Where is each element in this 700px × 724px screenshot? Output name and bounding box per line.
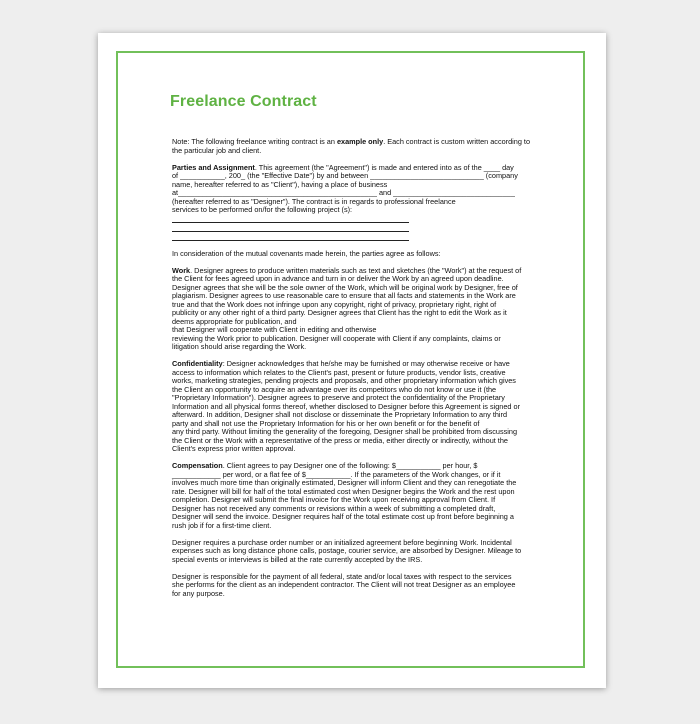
confidentiality-text: : Designer acknowledges that he/she may be furnished or may otherwise receive or have bbox=[222, 359, 510, 368]
compensation-line: ____________ per word, or a flat fee of $___________. If the parameters of the Work changes, or if it bbox=[172, 469, 501, 479]
confidentiality-line: the Client an opportunity to acquire an advantage over its competitors who do not know or use it (the bbox=[172, 384, 497, 394]
compensation-heading: Compensation bbox=[172, 461, 223, 470]
document-body bbox=[172, 138, 537, 607]
compensation-line: rush job if for a first-time client. bbox=[172, 520, 272, 530]
confidentiality-line: Client's express prior written approval. bbox=[172, 444, 296, 453]
work-line: publicity or any other right of a third party. Designer agrees that Client has the right to edit the Work as it bbox=[172, 308, 507, 317]
compensation-text: . Client agrees to pay Designer one of the following: $___________ per hour, $ bbox=[222, 461, 478, 470]
purchase-order-line: expenses such as long distance phone calls, postage, courier service, are absorbed by Designer. Mileage to bbox=[172, 546, 522, 555]
taxes-line: she performs for the client as an independent contractor. The Client will not treat Designer as an employee bbox=[172, 580, 516, 589]
purchase-order-line: special events or interviews is billed at the rate currently accepted by the IRS. bbox=[172, 554, 423, 564]
taxes-line: Designer is responsible for the payment of all federal, state and/or local taxes with respect to the services bbox=[172, 571, 512, 581]
confidentiality-line: party and shall not use the Proprietary Information for his or her own benefit or for the benefit of bbox=[172, 418, 480, 428]
consideration-paragraph bbox=[172, 250, 537, 259]
document-title: Freelance Contract bbox=[170, 93, 317, 110]
work-paragraph bbox=[172, 267, 537, 352]
project-blank-line bbox=[172, 215, 409, 224]
document-page bbox=[98, 33, 606, 688]
note-emphasis: example only bbox=[336, 137, 384, 146]
project-blank-line bbox=[172, 233, 409, 242]
compensation-paragraph bbox=[172, 462, 537, 530]
work-line: plagiarism. Designer agrees to use reasonable care to ensure that all facts and statements in the Work are bbox=[172, 291, 516, 300]
compensation-line: involves much more time than originally estimated, Designer will inform Client and they can renegotiate the bbox=[172, 478, 517, 487]
confidentiality-line: afterward. In addition, Designer shall not disclose or disseminate the Proprietary Information to any third bbox=[172, 410, 508, 419]
work-line: the Client for fees agreed upon in advance and turn in or deliver the Work by an agreed upon deadline. bbox=[172, 274, 504, 283]
note-suffix: . Each contract is custom written according to the particular job and client. bbox=[172, 137, 530, 155]
work-heading: Work bbox=[172, 265, 191, 275]
confidentiality-line: access to information which relates to the Client's past, present or future products, vendor lists, creative bbox=[172, 367, 506, 377]
parties-line: of ___________, 200_ (the "Effective Date") by and between ____________________________ (company bbox=[172, 171, 518, 180]
parties-line: at_________________________________________________ and ______________________________ bbox=[172, 188, 515, 197]
confidentiality-line: the Client or the Work with a representative of the press or media, either directly or indirectly, without the bbox=[172, 435, 508, 445]
purchase-order-line: Designer requires a purchase order number or an initialized agreement before beginning Work. Incidental bbox=[172, 537, 512, 547]
work-line: deems appropriate for publication, and bbox=[172, 316, 297, 326]
confidentiality-line: works, marketing strategies, pending projects and proposals, and other proprietary information which gives bbox=[172, 376, 516, 385]
confidentiality-heading: Confidentiality bbox=[172, 359, 223, 368]
compensation-line: Designer will send the invoice. Designer requires half of the total estimate cost up front before beginning a bbox=[172, 512, 514, 521]
confidentiality-line: "Proprietary Information"). Designer agrees to preserve and protect the confidentiality of the Proprietary bbox=[172, 393, 505, 402]
work-line: true and that the Work does not infringe upon any copyright, right of privacy, proprietary right, right of bbox=[172, 299, 497, 309]
work-line: Designer agrees that she will be the sole owner of the Work, which will be original work by Designer, free of bbox=[172, 282, 518, 292]
project-blank-line bbox=[172, 224, 409, 233]
parties-paragraph bbox=[172, 164, 537, 215]
confidentiality-paragraph bbox=[172, 360, 537, 454]
parties-line: services to be performed on/for the following project (s): bbox=[172, 205, 353, 214]
compensation-line: rate. Designer will bill for half of the total estimated cost when Designer begins the Work and the rest upon bbox=[172, 486, 515, 496]
parties-heading: Parties and Assignment bbox=[172, 162, 255, 172]
compensation-line: completion. Designer will submit the final invoice for the Work upon receiving approval from Client. If bbox=[172, 495, 496, 504]
confidentiality-line: any third party. Without limiting the generality of the foregoing, Designer shall be prohibited from discussing bbox=[172, 427, 518, 436]
purchase-order-paragraph bbox=[172, 539, 537, 565]
work-line: reviewing the Work prior to publication. Designer will cooperate with Client if any complaints, claims or bbox=[172, 333, 501, 343]
compensation-line: Designer has not received any comments or revisions within a week of submitting a completed draft, bbox=[172, 503, 496, 513]
consideration-text: In consideration of the mutual covenants made herein, the parties agree as follows: bbox=[172, 248, 441, 258]
work-line: that Designer will cooperate with Client in editing and otherwise bbox=[172, 325, 377, 334]
work-text: . Designer agrees to produce written materials such as text and sketches (the "Work") at the request of bbox=[190, 265, 522, 275]
taxes-paragraph bbox=[172, 573, 537, 599]
project-blank-lines bbox=[172, 215, 537, 242]
note-paragraph bbox=[172, 138, 537, 155]
note-prefix: Note: The following freelance writing contract is an bbox=[172, 137, 337, 146]
parties-text: . This agreement (the "Agreement") is made and entered into as of the ____ day bbox=[254, 162, 514, 172]
confidentiality-line: Information and all physical forms thereof, whether disclosed to Designer before this Agreement is signed or bbox=[172, 401, 520, 411]
work-line: litigation should arise regarding the Work. bbox=[172, 342, 307, 351]
taxes-line: for any purpose. bbox=[172, 588, 225, 598]
parties-line: (hereafter referred to as "Designer"). The contract is in regards to professional freelance bbox=[172, 196, 456, 206]
parties-line: name, hereafter referred to as "Client"), having a place of business bbox=[172, 179, 388, 189]
